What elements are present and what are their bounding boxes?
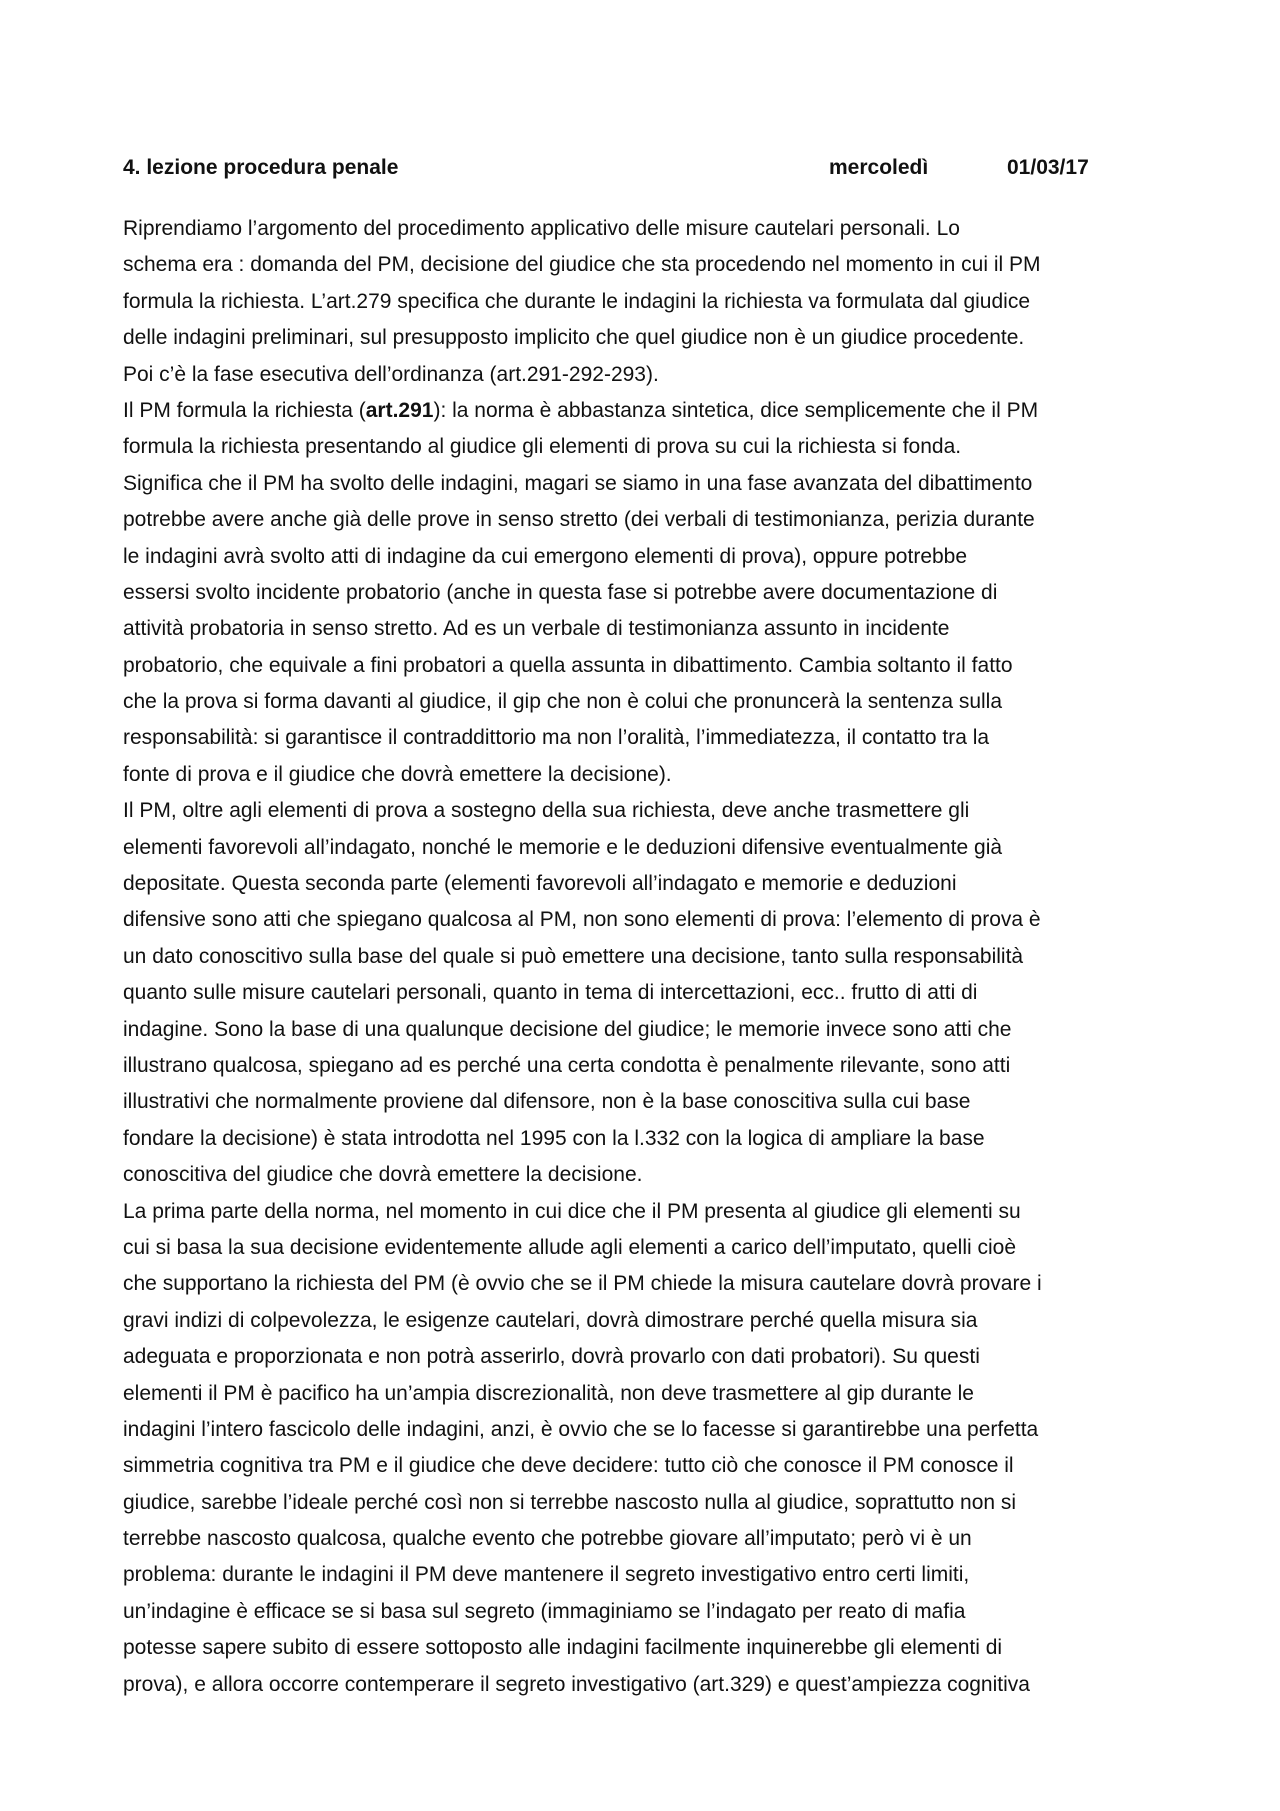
- text-line: problema: durante le indagini il PM deve mantenere il segreto investigativo entro certi limiti,: [123, 1563, 970, 1587]
- text-line: La prima parte della norma, nel momento in cui dice che il PM presenta al giudice gli elementi su: [123, 1199, 1021, 1223]
- text-line: schema era : domanda del PM, decisione del giudice che sta procedendo nel momento in cui il PM: [123, 253, 1041, 277]
- text-line: Significa che il PM ha svolto delle indagini, magari se siamo in una fase avanzata del dibattimento: [123, 471, 1033, 495]
- text-line-with-bold: [123, 393, 1181, 429]
- text-line: le indagini avrà svolto atti di indagine da cui emergono elementi di prova), oppure potrebbe: [123, 544, 968, 568]
- text-line: indagini l’intero fascicolo delle indagini, anzi, è ovvio che se lo facesse si garantirebbe una perfetta: [123, 1417, 1039, 1441]
- body-text: [123, 211, 1181, 1703]
- lesson-date: 01/03/17: [1007, 156, 1089, 179]
- text-line: conoscitiva del giudice che dovrà emettere la decisione.: [123, 1163, 643, 1187]
- text-line: formula la richiesta presentando al giudice gli elementi di prova su cui la richiesta si fonda.: [123, 435, 962, 459]
- text-line: Il PM, oltre agli elementi di prova a sostegno della sua richiesta, deve anche trasmettere gli: [123, 799, 970, 823]
- text-line: Poi c’è la fase esecutiva dell’ordinanza (art.291-292-293).: [123, 362, 659, 386]
- lesson-day: mercoledì: [829, 156, 929, 179]
- text-line: elementi il PM è pacifico ha un’ampia discrezionalità, non deve trasmettere al gip durante le: [123, 1381, 974, 1405]
- text-line: adeguata e proporzionata e non potrà asserirlo, dovrà provarlo con dati probatori). Su questi: [123, 1345, 980, 1369]
- text-segment: ): la norma è abbastanza sintetica, dice semplicemente che il PM: [433, 398, 1039, 422]
- text-line: terrebbe nascosto qualcosa, qualche evento che potrebbe giovare all’imputato; però vi è un: [123, 1527, 972, 1551]
- page-header: [123, 156, 1173, 186]
- text-line: fonte di prova e il giudice che dovrà emettere la decisione).: [123, 762, 672, 786]
- text-line: prova), e allora occorre contemperare il segreto investigativo (art.329) e quest’ampiezza cognitiva: [123, 1672, 1030, 1696]
- text-line: probatorio, che equivale a fini probatori a quella assunta in dibattimento. Cambia soltanto il fatto: [123, 653, 1013, 677]
- text-line: illustrano qualcosa, spiegano ad es perché una certa condotta è penalmente rilevante, sono atti: [123, 1053, 1011, 1077]
- text-segment: Il PM formula la richiesta (: [123, 398, 366, 422]
- text-line: indagine. Sono la base di una qualunque decisione del giudice; le memorie invece sono atti che: [123, 1017, 1012, 1041]
- text-line: giudice, sarebbe l’ideale perché così non si terrebbe nascosto nulla al giudice, soprattutto non si: [123, 1490, 1017, 1514]
- text-line: che la prova si forma davanti al giudice, il gip che non è colui che pronuncerà la sentenza sulla: [123, 690, 1003, 714]
- text-line: essersi svolto incidente probatorio (anche in questa fase si potrebbe avere documentazione di: [123, 580, 998, 604]
- text-line: potesse sapere subito di essere sottoposto alle indagini facilmente inquinerebbe gli elementi di: [123, 1636, 1003, 1660]
- text-line: potrebbe avere anche già delle prove in senso stretto (dei verbali di testimonianza, perizia durante: [123, 508, 1035, 532]
- text-line: quanto sulle misure cautelari personali, quanto in tema di intercettazioni, ecc.. frutto di atti di: [123, 981, 978, 1005]
- text-line: illustrativi che normalmente proviene dal difensore, non è la base conoscitiva sulla cui base: [123, 1090, 971, 1114]
- text-line: cui si basa la sua decisione evidentemente allude agli elementi a carico dell’imputato, quelli cioè: [123, 1235, 1017, 1259]
- article-reference: art.291: [365, 398, 434, 422]
- lesson-title: 4. lezione procedura penale: [123, 156, 399, 179]
- text-line: elementi favorevoli all’indagato, nonché le memorie e le deduzioni difensive eventualmente già: [123, 835, 1003, 859]
- text-line: responsabilità: si garantisce il contraddittorio ma non l’oralità, l’immediatezza, il contatto tra la: [123, 726, 990, 750]
- text-line: fondare la decisione) è stata introdotta nel 1995 con la l.332 con la logica di ampliare la base: [123, 1126, 985, 1150]
- text-line: simmetria cognitiva tra PM e il giudice che deve decidere: tutto ciò che conosce il PM conosce il: [123, 1454, 1014, 1478]
- text-line: un’indagine è efficace se si basa sul segreto (immaginiamo se l’indagato per reato di mafia: [123, 1599, 966, 1623]
- text-line: gravi indizi di colpevolezza, le esigenze cautelari, dovrà dimostrare perché quella misura sia: [123, 1308, 978, 1332]
- text-line: formula la richiesta. L’art.279 specifica che durante le indagini la richiesta va formulata dal giudice: [123, 289, 1030, 313]
- text-line: un dato conoscitivo sulla base del quale si può emettere una decisione, tanto sulla responsabilità: [123, 944, 1024, 968]
- text-line: attività probatoria in senso stretto. Ad es un verbale di testimonianza assunto in incidente: [123, 617, 950, 641]
- text-line: difensive sono atti che spiegano qualcosa al PM, non sono elementi di prova: l’elemento di prova è: [123, 908, 1041, 932]
- text-line: depositate. Questa seconda parte (elementi favorevoli all’indagato e memorie e deduzioni: [123, 872, 957, 896]
- text-line: Riprendiamo l’argomento del procedimento applicativo delle misure cautelari personali. Lo: [123, 217, 960, 240]
- text-line: delle indagini preliminari, sul presupposto implicito che quel giudice non è un giudice procedente.: [123, 326, 1025, 350]
- text-line: che supportano la richiesta del PM (è ovvio che se il PM chiede la misura cautelare dovrà provare i: [123, 1272, 1042, 1296]
